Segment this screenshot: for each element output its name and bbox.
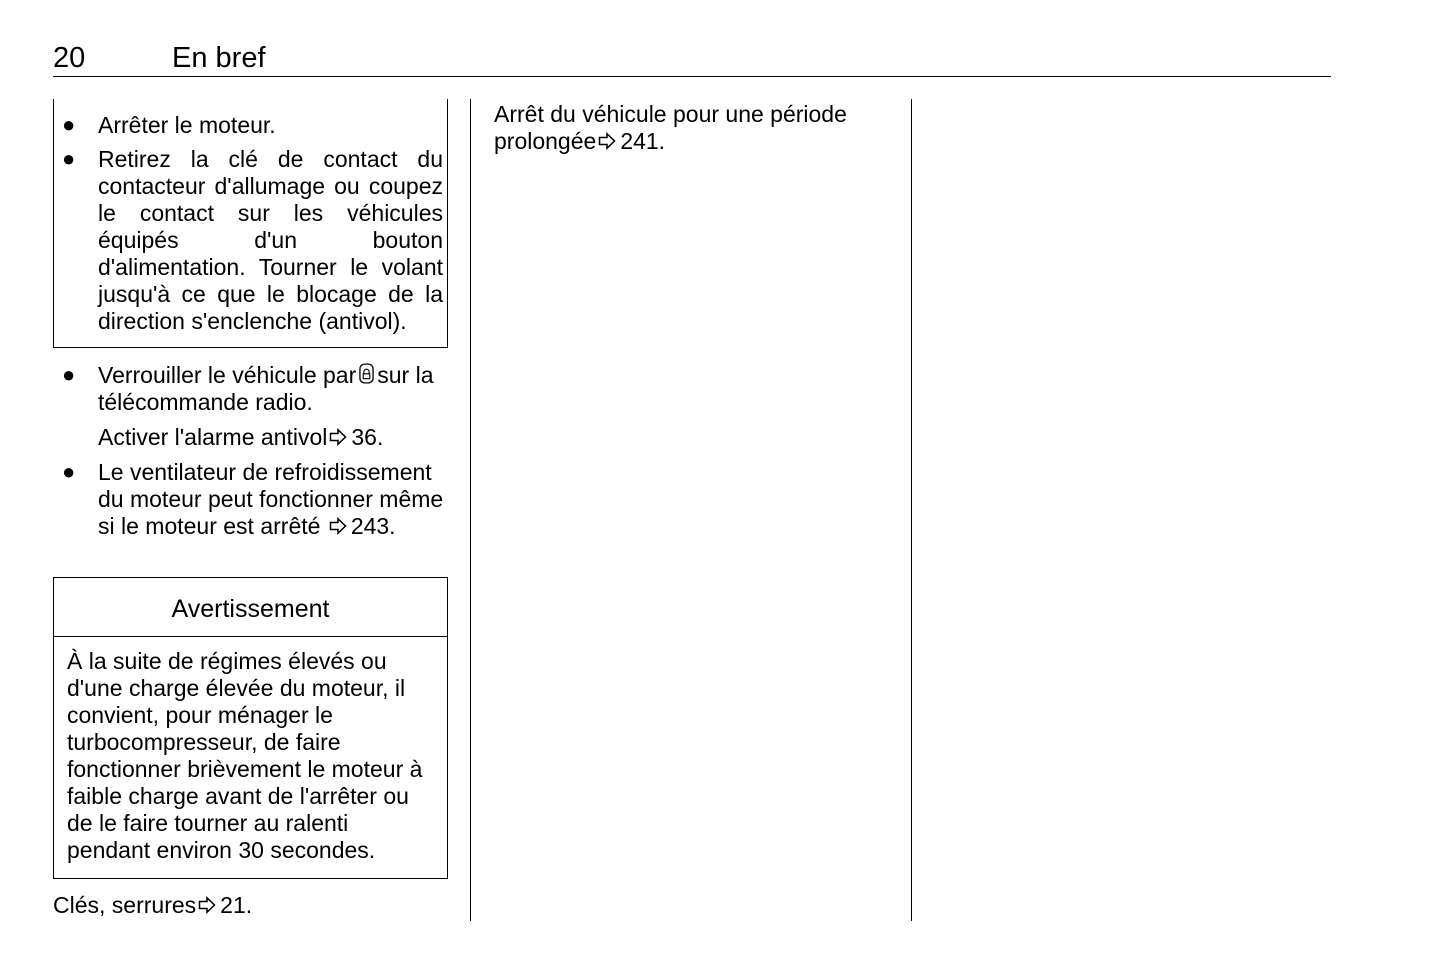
list-item <box>98 459 453 540</box>
keys-text: Clés, serrures <box>53 892 197 918</box>
alarm-text: Activer l'alarme antivol <box>98 424 328 450</box>
cross-reference-arrow-icon <box>598 132 616 150</box>
bullet-dot: ● <box>62 362 76 387</box>
page-number: 20 <box>53 42 86 74</box>
bullet-dot: ● <box>62 112 76 137</box>
cross-reference-arrow-icon <box>329 428 347 446</box>
page-reference[interactable]: 241. <box>620 128 666 154</box>
lock-icon <box>359 363 374 384</box>
warning-box <box>53 577 448 879</box>
cross-reference <box>98 424 443 451</box>
page-reference[interactable]: 243. <box>350 513 396 539</box>
list-item: Arrêter le moteur. <box>98 112 276 138</box>
cross-reference-arrow-icon <box>198 896 216 914</box>
fan-text: Le ventilateur de refroidissement du moteur peut fonctionner même si le moteur est arrêté <box>98 459 444 539</box>
page-reference[interactable]: 36. <box>351 424 384 450</box>
cross-reference <box>53 892 453 919</box>
column-divider <box>470 99 471 921</box>
cross-reference-arrow-icon <box>329 517 347 535</box>
list-item <box>98 362 453 416</box>
stop-vehicle-text: Arrêt du véhicule pour une période prolongée <box>494 101 847 154</box>
list-item: Retirez la clé de contact du contacteur d'allumage ou coupez le contact sur les véhicules équipés d'un bouton d'alimentation. Tourner le volant jusqu'à ce que le blocage de la direction s'enclenche (antivol). <box>98 146 443 334</box>
lock-text-before: Verrouiller le véhicule par <box>98 362 357 388</box>
bullet-dot: ● <box>62 459 76 484</box>
page-header <box>53 38 1331 77</box>
section-title: En bref <box>172 42 266 74</box>
warning-body: À la suite de régimes élevés ou d'une charge élevée du moteur, il convient, pour ménager le turbocompresseur, de faire fonctionner brièvement le moteur à faible charge avant de l'arrêter ou de le faire tourner au ralenti pendant environ 30 secondes. <box>67 648 423 863</box>
column-divider <box>911 99 912 921</box>
lock-text-after: sur la télécommande radio. <box>98 362 434 415</box>
warning-title: Avertissement <box>54 578 447 637</box>
bullet-dot: ● <box>62 146 76 171</box>
page-reference[interactable]: 21. <box>220 892 253 918</box>
cross-reference <box>494 101 894 155</box>
